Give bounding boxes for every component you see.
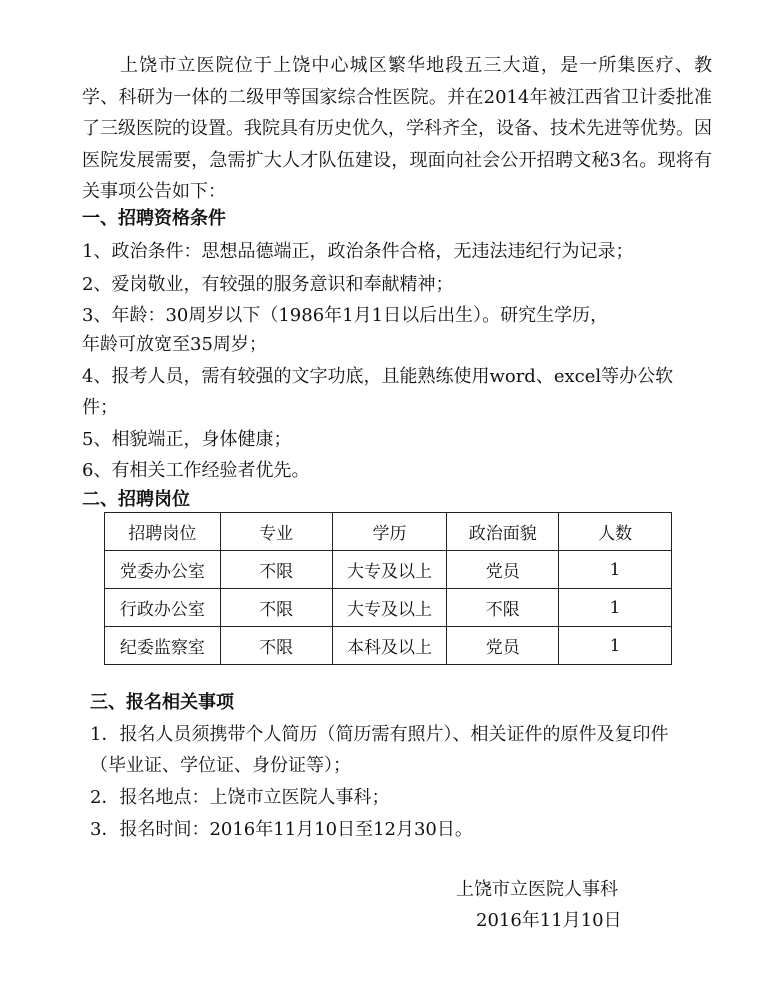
table-cell: 不限 bbox=[220, 589, 332, 627]
section-2-heading: 二、招聘岗位 bbox=[82, 489, 190, 510]
registration-item-continued: （毕业证、学位证、身份证等）； bbox=[90, 755, 351, 776]
intro-paragraph: 上饶市立医院位于上饶中心城区繁华地段五三大道，是一所集医疗、教学、科研为一体的二级甲等国家综合性医院。并在2014年被江西省卫计委批准了三级医院的设置。我院具有历史优久，学科齐全，设备、技术先进等优势。因医院发展需要，急需扩大人才队伍建设，现面向社会公开招聘文秘3名。现将有关事项公告如下： bbox=[82, 55, 712, 202]
table-row bbox=[105, 627, 672, 665]
requirement-item: 3、年龄：30周岁以下（1986年1月1日以后出生）。研究生学历， bbox=[82, 305, 609, 326]
table-cell: 大专及以上 bbox=[332, 551, 447, 589]
column-header: 政治面貌 bbox=[447, 513, 559, 551]
requirement-item: 5、相貌端正，身体健康； bbox=[82, 429, 292, 450]
column-header: 人数 bbox=[559, 513, 672, 551]
column-header: 专业 bbox=[220, 513, 332, 551]
registration-item: 3．报名时间：2016年11月10日至12月30日。 bbox=[90, 819, 473, 840]
table-cell: 不限 bbox=[220, 551, 332, 589]
table-cell: 大专及以上 bbox=[332, 589, 447, 627]
requirement-item: 6、有相关工作经验者优先。 bbox=[82, 460, 310, 481]
requirement-item-continued: 年龄可放宽至35周岁； bbox=[82, 334, 267, 355]
requirement-item: 4、报考人员，需有较强的文字功底，且能熟练使用word、excel等办公软 bbox=[82, 366, 674, 387]
column-header: 招聘岗位 bbox=[105, 513, 221, 551]
table-cell: 行政办公室 bbox=[105, 589, 221, 627]
table-cell: 党员 bbox=[447, 627, 559, 665]
table-cell: 1 bbox=[559, 589, 672, 627]
signature-date: 2016年11月10日 bbox=[476, 910, 622, 931]
table-cell: 党员 bbox=[447, 551, 559, 589]
signature-organization: 上饶市立医院人事科 bbox=[456, 879, 618, 900]
table-cell: 不限 bbox=[220, 627, 332, 665]
requirement-item-continued: 件； bbox=[82, 397, 118, 418]
table-cell: 党委办公室 bbox=[105, 551, 221, 589]
table-row bbox=[105, 589, 672, 627]
table-row bbox=[105, 551, 672, 589]
table-cell: 1 bbox=[559, 627, 672, 665]
registration-item: 2．报名地点：上饶市立医院人事科； bbox=[90, 787, 390, 808]
requirement-item: 2、爱岗敬业，有较强的服务意识和奉献精神； bbox=[82, 274, 454, 295]
positions-table bbox=[104, 512, 672, 665]
requirement-item: 1、政治条件：思想品德端正，政治条件合格，无违法违纪行为记录； bbox=[82, 241, 634, 262]
section-3-heading: 三、报名相关事项 bbox=[90, 692, 234, 713]
section-1-heading: 一、招聘资格条件 bbox=[82, 208, 226, 229]
registration-item: 1．报名人员须携带个人简历（简历需有照片）、相关证件的原件及复印件 bbox=[90, 724, 669, 745]
table-cell: 1 bbox=[559, 551, 672, 589]
table-cell: 纪委监察室 bbox=[105, 627, 221, 665]
table-cell: 不限 bbox=[447, 589, 559, 627]
table-header-row bbox=[105, 513, 672, 551]
table-cell: 本科及以上 bbox=[332, 627, 447, 665]
column-header: 学历 bbox=[332, 513, 447, 551]
